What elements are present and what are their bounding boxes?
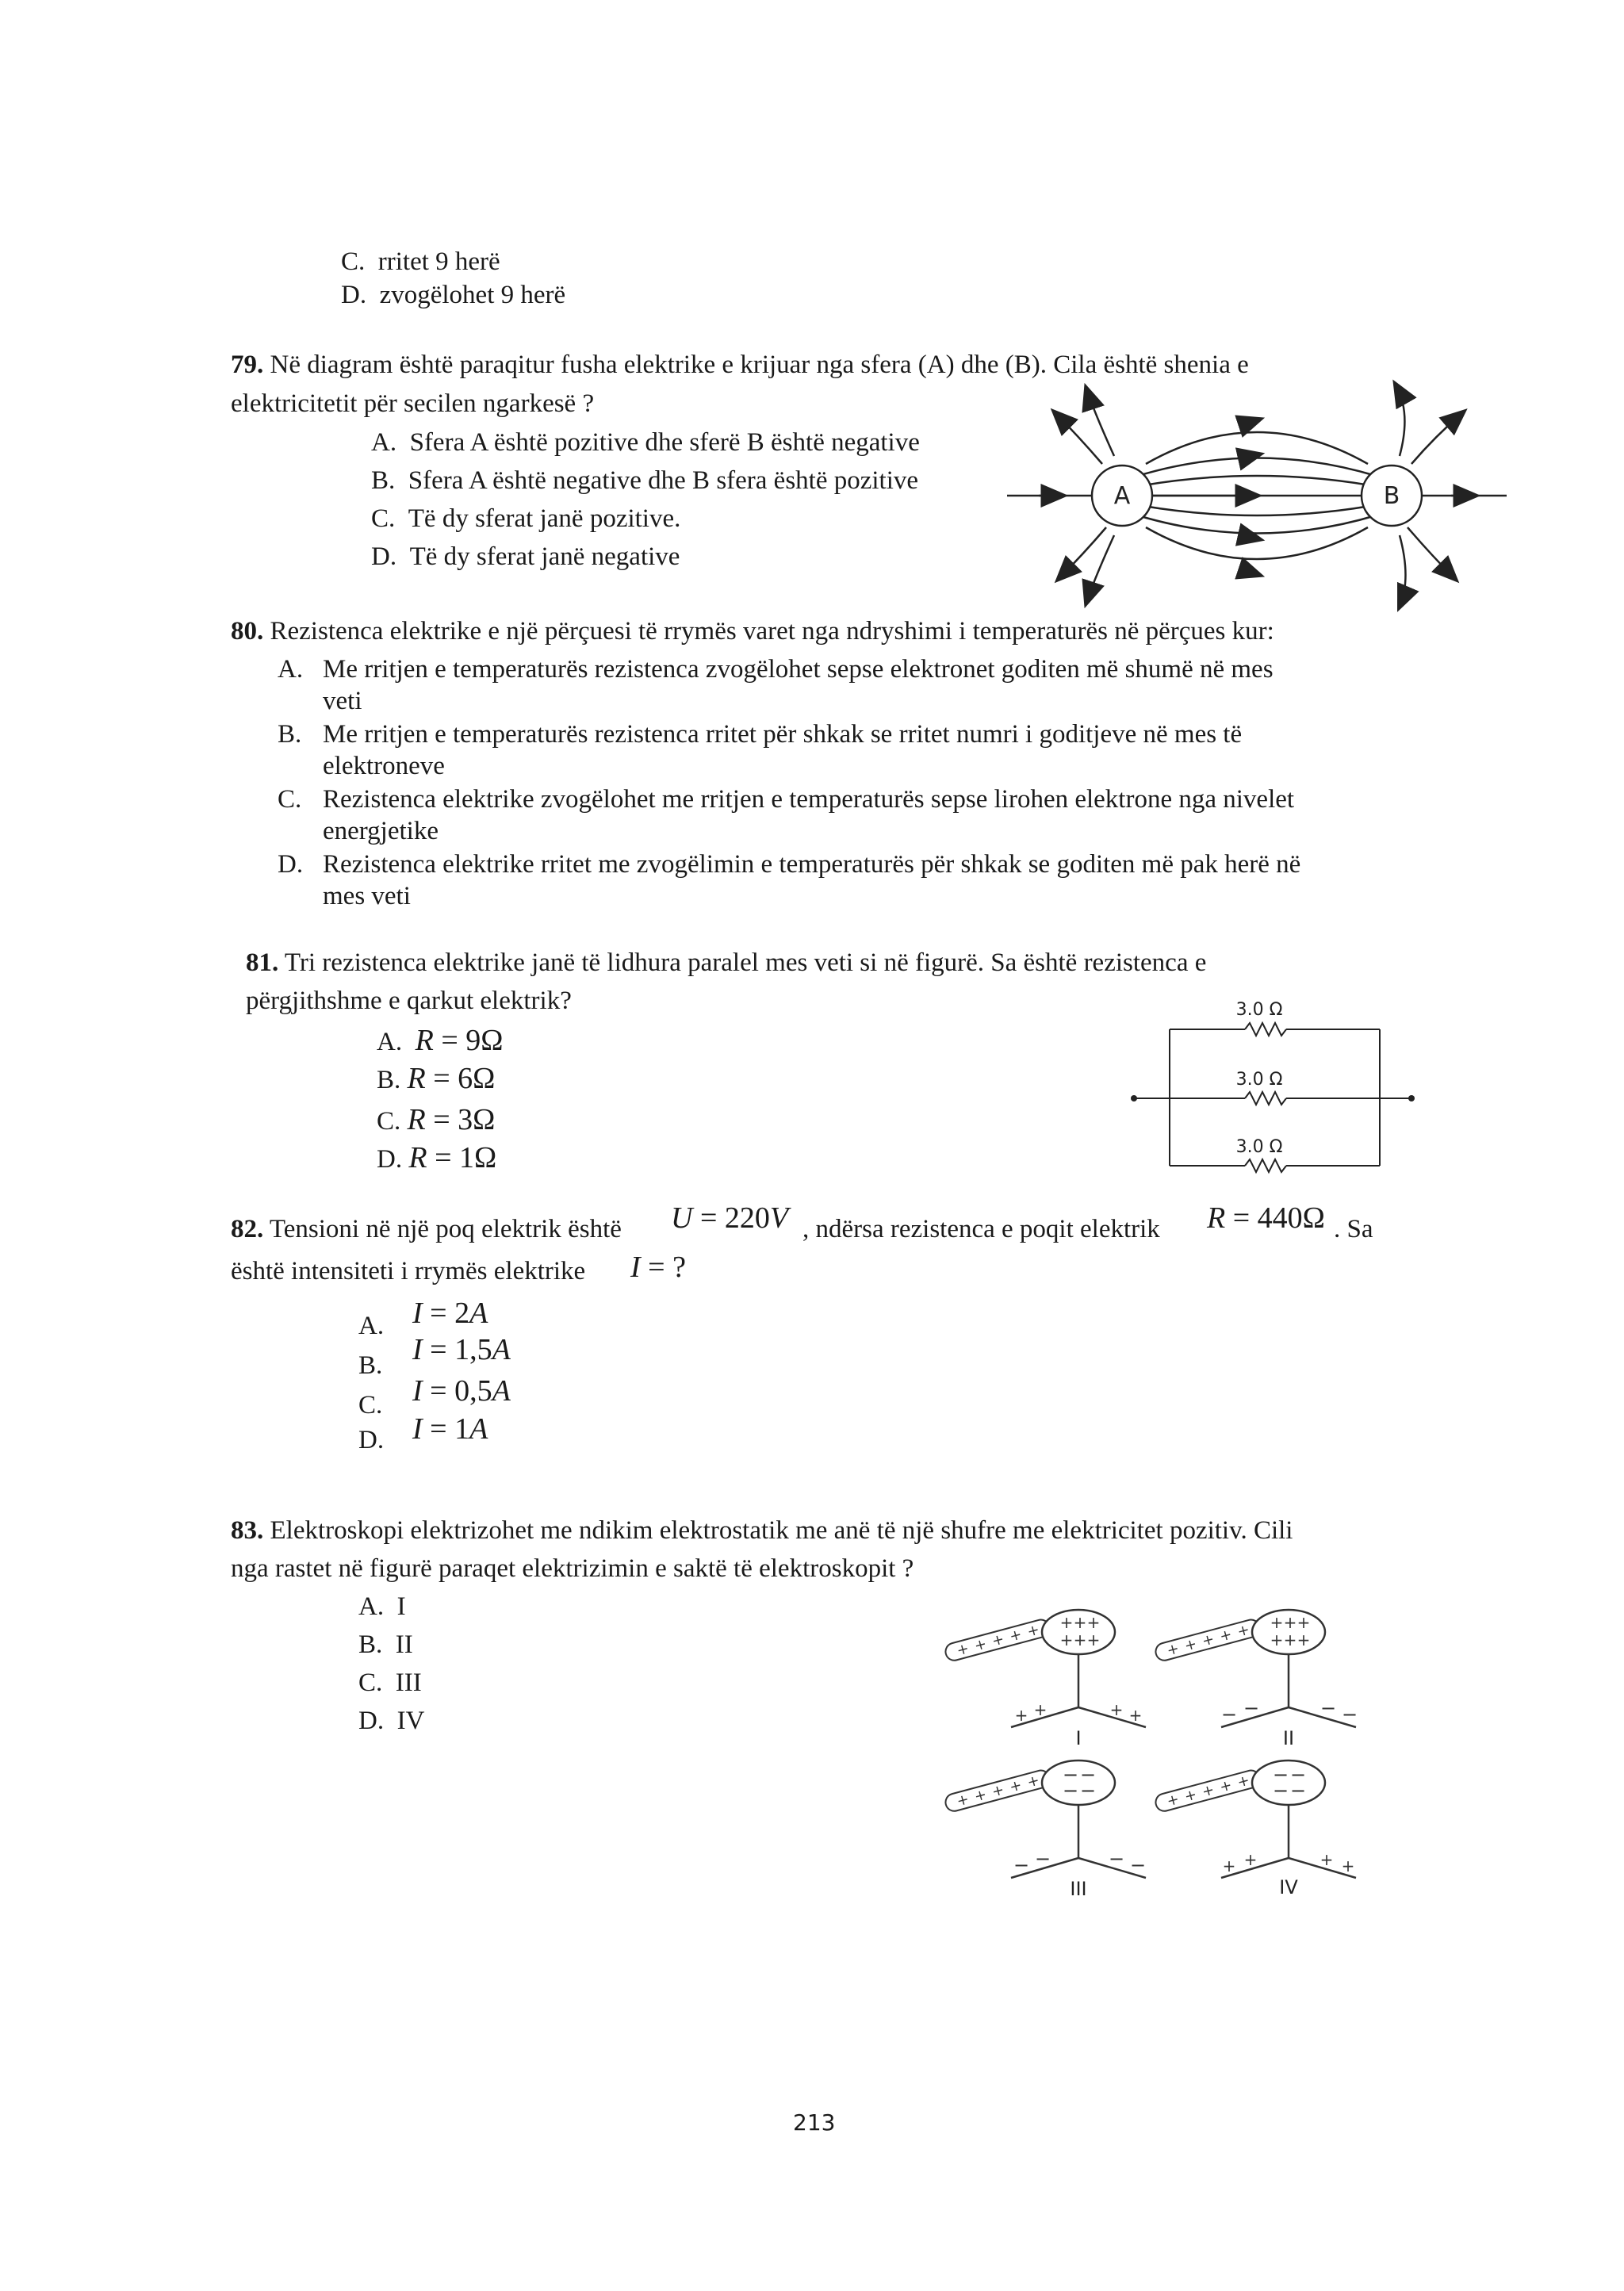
q78-option-d	[341, 279, 565, 311]
question-text: Elektroskopi elektrizohet me ndikim elektrostatik me anë të një shufre me elektricitet pozitiv. Cili	[263, 1516, 1293, 1545]
q82-question-line1c: . Sa	[1334, 1215, 1373, 1243]
charge-sign: +	[1270, 1613, 1284, 1632]
option-text-line2: mes veti	[323, 882, 411, 910]
charge-sign: +	[1222, 1856, 1236, 1875]
charge-sign: +	[1073, 1630, 1087, 1649]
charge-sign: −	[1341, 1703, 1358, 1726]
option-var: I	[412, 1412, 423, 1446]
option-letter: D.	[278, 850, 304, 879]
option-text-line1: Me rritjen e temperaturës rezistenca zvogëlohet sepse elektronet goditen më shumë në mes	[323, 655, 1274, 684]
charge-sign: −	[1079, 1764, 1097, 1786]
option-eq: = 1,5	[422, 1333, 492, 1366]
question-text: Në diagram është paraqitur fusha elektrike e krijuar nga sfera (A) dhe (B). Cila është shenia e	[263, 351, 1249, 379]
option-unit: A	[469, 1297, 488, 1330]
electroscope-case-3	[944, 1760, 1146, 1900]
question-text: Tri rezistenca elektrike janë të lidhura paralel mes veti si në figurë. Sa është rezistenca e	[278, 948, 1207, 977]
q83-option-b	[358, 1629, 413, 1661]
q83-option-a	[358, 1591, 406, 1622]
q79-option-b	[371, 465, 918, 496]
charge-sign: +	[1270, 1630, 1284, 1649]
option-letter: A.	[371, 428, 397, 457]
q82-current-formula	[630, 1251, 686, 1283]
option-eq: = 1Ω	[427, 1141, 497, 1174]
option-letter: B.	[358, 1351, 383, 1380]
option-eq: = 1	[422, 1412, 470, 1446]
q79-option-c	[371, 503, 680, 534]
option-var: I	[412, 1297, 423, 1330]
option-text-line1: Rezistenca elektrike rritet me zvogëlimin e temperaturës për shkak se goditen më pak herë në	[323, 850, 1301, 879]
option-text: II	[395, 1630, 413, 1659]
option-var: I	[412, 1333, 423, 1366]
voltage-var: U	[671, 1201, 693, 1235]
charge-sign: +	[1086, 1613, 1101, 1632]
option-letter: D.	[341, 281, 367, 309]
option-unit: A	[492, 1333, 511, 1366]
charge-sign: +	[1128, 1706, 1143, 1725]
charge-sign: −	[1272, 1780, 1289, 1802]
charge-sign: −	[1272, 1764, 1289, 1786]
q82-voltage-formula	[671, 1202, 788, 1234]
q82-question-line1b: , ndërsa rezistenca e poqit elektrik	[802, 1215, 1160, 1243]
question-text: Tensioni në një poq elektrik është	[263, 1215, 622, 1243]
option-text-line1: Rezistenca elektrike zvogëlohet me rritjen e temperaturës sepse lirohen elektrone nga nivelet	[323, 785, 1295, 814]
q81-option-a	[377, 1025, 503, 1058]
charge-sign: −	[1034, 1848, 1051, 1870]
charge-sign: −	[1320, 1697, 1337, 1719]
option-eq: = 0,5	[422, 1374, 492, 1408]
q81-option-b	[377, 1063, 495, 1096]
q80-question-line1	[231, 615, 1274, 647]
charge-sign: −	[1220, 1703, 1238, 1726]
charge-sign: +	[1073, 1613, 1087, 1632]
charge-sign: −	[1108, 1848, 1125, 1870]
case-label-1: I	[1075, 1727, 1082, 1749]
case-label-3: III	[1070, 1878, 1087, 1900]
question-number: 80.	[231, 617, 264, 646]
electric-field-diagram	[1007, 381, 1515, 611]
option-text-line2: veti	[323, 687, 362, 715]
charge-sign: +	[1033, 1700, 1048, 1719]
charge-sign: +	[1283, 1630, 1297, 1649]
charge-sign: −	[1062, 1764, 1079, 1786]
electroscope-case-2	[1154, 1610, 1358, 1749]
parallel-resistors-circuit	[1134, 999, 1419, 1174]
charge-sign: +	[1243, 1850, 1258, 1869]
charge-sign: +	[1086, 1630, 1101, 1649]
q82-question-line1	[231, 1213, 622, 1245]
option-letter: C.	[341, 247, 366, 276]
charge-sign: +	[1014, 1706, 1028, 1725]
page-number: 213	[793, 2109, 836, 2136]
current-eq: = ?	[640, 1251, 686, 1284]
q83-question-line2: nga rastet në figurë paraqet elektrizimin e saktë të elektroskopit ?	[231, 1554, 914, 1583]
option-letter: D.	[358, 1426, 385, 1454]
electroscope-case-4	[1154, 1760, 1356, 1898]
option-letter: B.	[377, 1066, 401, 1094]
option-text: Të dy sferat janë negative	[409, 542, 680, 571]
q81-question-line2: përgjithshme e qarkut elektrik?	[246, 987, 572, 1015]
voltage-unit: V	[769, 1201, 789, 1235]
q79-question-line2: elektricitetit për secilen ngarkesë ?	[231, 389, 595, 418]
option-letter: C.	[278, 785, 302, 814]
option-letter: C.	[358, 1391, 383, 1419]
charge-sign: −	[1079, 1780, 1097, 1802]
q79-option-a	[371, 427, 920, 458]
charge-sign: +	[1059, 1613, 1074, 1632]
charge-sign: −	[1289, 1780, 1307, 1802]
option-letter: A.	[278, 655, 304, 684]
option-text-line2: elektroneve	[323, 752, 445, 780]
electroscope-case-1	[944, 1610, 1146, 1749]
charge-sign: +	[1297, 1613, 1311, 1632]
charge-sign: +	[1109, 1700, 1124, 1719]
option-text: IV	[396, 1707, 425, 1735]
option-var: I	[412, 1374, 423, 1408]
charge-sign: −	[1243, 1697, 1260, 1719]
q83-option-c	[358, 1667, 422, 1699]
charge-sign: +	[1283, 1613, 1297, 1632]
option-letter: D.	[358, 1707, 385, 1735]
option-text: III	[395, 1668, 422, 1697]
option-letter: C.	[377, 1107, 401, 1136]
charge-sign: +	[1320, 1850, 1334, 1869]
question-number: 79.	[231, 351, 264, 379]
option-text-line2: energjetike	[323, 817, 439, 845]
q81-question-line1	[246, 947, 1206, 979]
option-var: R	[407, 1103, 426, 1136]
question-number: 82.	[231, 1215, 264, 1243]
option-letter: B.	[358, 1630, 383, 1659]
resistance-eq: = 440Ω	[1225, 1201, 1325, 1235]
option-text: Sfera A është pozitive dhe sferë B është negative	[409, 428, 920, 457]
option-var: R	[408, 1141, 427, 1174]
option-var: R	[407, 1062, 426, 1095]
option-eq: = 9Ω	[433, 1024, 504, 1057]
charge-sign: −	[1013, 1854, 1030, 1876]
option-text: Të dy sferat janë pozitive.	[408, 504, 681, 533]
charge-sign: +	[1297, 1630, 1311, 1649]
option-letter: A.	[358, 1312, 385, 1340]
q81-option-d	[377, 1142, 496, 1175]
option-text: Sfera A është negative dhe B sfera është pozitive	[408, 466, 919, 495]
option-eq: = 2	[422, 1297, 470, 1330]
option-letter: C.	[358, 1668, 383, 1697]
sphere-b-label: B	[1383, 482, 1400, 510]
resistor-label-top: 3.0 Ω	[1235, 1000, 1283, 1020]
q81-option-c	[377, 1104, 495, 1137]
q82-resistance-formula	[1207, 1202, 1325, 1234]
option-letter: B.	[278, 720, 302, 749]
option-var: R	[415, 1024, 434, 1057]
q82-question-line2: është intensiteti i rrymës elektrike	[231, 1257, 586, 1285]
charge-sign: +	[1341, 1856, 1355, 1875]
sphere-a-label: A	[1113, 482, 1131, 510]
q79-question-line1	[231, 349, 1249, 381]
question-number: 83.	[231, 1516, 264, 1545]
option-eq: = 3Ω	[425, 1103, 496, 1136]
option-text: rritet 9 herë	[377, 247, 500, 276]
resistor-label-middle: 3.0 Ω	[1235, 1070, 1283, 1090]
resistance-var: R	[1207, 1201, 1226, 1235]
option-unit: A	[492, 1374, 511, 1408]
question-text: Rezistenca elektrike e një përçuesi të rrymës varet nga ndryshimi i temperaturës në përçues kur:	[263, 617, 1274, 646]
option-text-line1: Me rritjen e temperaturës rezistenca rritet për shkak se rritet numri i goditjeve në mes të	[323, 720, 1243, 749]
charge-sign: −	[1129, 1854, 1147, 1876]
option-letter: D.	[371, 542, 397, 571]
q78-option-c	[341, 246, 500, 278]
option-eq: = 6Ω	[425, 1062, 496, 1095]
option-letter: A.	[377, 1028, 403, 1056]
case-label-4: IV	[1279, 1876, 1298, 1898]
resistor-label-bottom: 3.0 Ω	[1235, 1137, 1283, 1157]
q79-option-d	[371, 541, 680, 573]
option-text: zvogëlohet 9 herë	[379, 281, 566, 309]
option-letter: B.	[371, 466, 396, 495]
charge-sign: +	[1059, 1630, 1074, 1649]
current-var: I	[630, 1251, 641, 1284]
q83-question-line1	[231, 1515, 1293, 1546]
option-letter: C.	[371, 504, 396, 533]
electroscope-diagram: + + + + + + + + + + + + + + + I + + + + + + − − − − II − − − − − − − − III − − − − + + + + IV	[936, 1602, 1380, 1903]
case-label-2: II	[1282, 1727, 1295, 1749]
voltage-eq: = 220	[692, 1201, 770, 1235]
option-text: I	[396, 1592, 406, 1621]
option-letter: A.	[358, 1592, 385, 1621]
charge-sign: −	[1062, 1780, 1079, 1802]
option-unit: A	[469, 1412, 488, 1446]
charge-sign: −	[1289, 1764, 1307, 1786]
q83-option-d	[358, 1705, 424, 1737]
option-letter: D.	[377, 1145, 403, 1174]
question-number: 81.	[246, 948, 279, 977]
